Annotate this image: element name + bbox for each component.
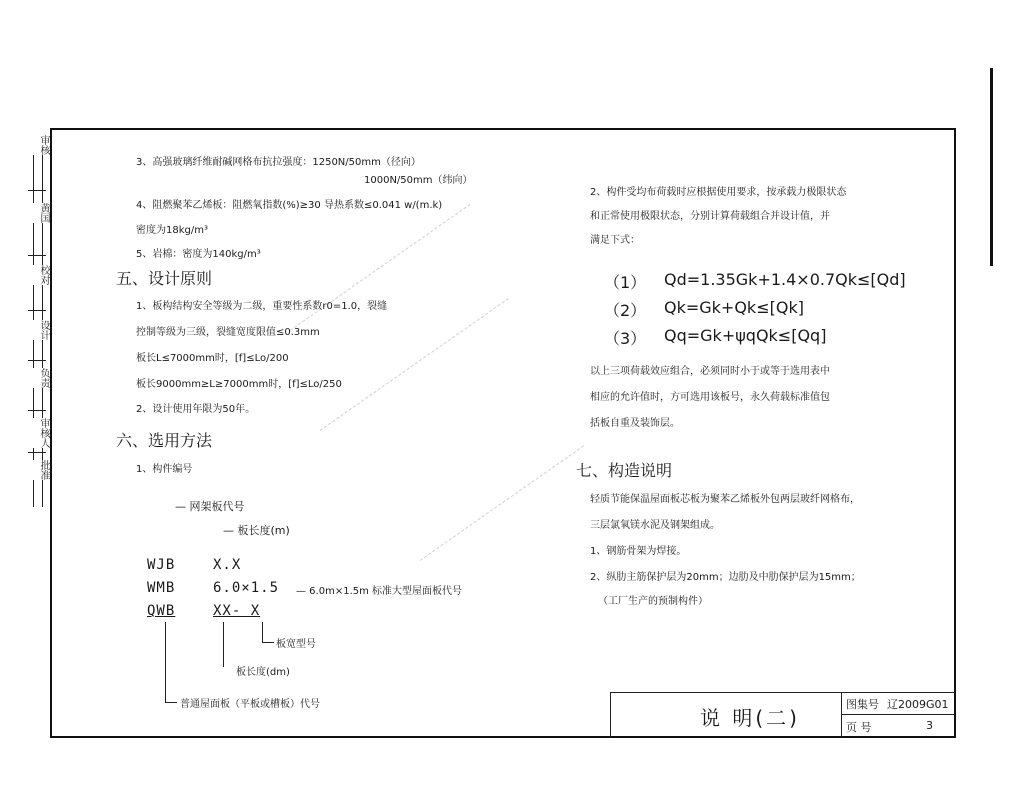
strip-label-check: 校对 — [26, 265, 48, 285]
selection-item-1: 1、构件编号 — [136, 464, 193, 475]
construction-intro-cont: 三层氯氧镁水泥及钢架组成。 — [590, 520, 720, 531]
strip-divider — [28, 255, 46, 256]
code-row3-prefix: QWB — [147, 603, 176, 619]
material-item-3-cont: 1000N/50mm（纬向） — [364, 175, 473, 186]
strip-label-drawer: 黄国 — [26, 203, 48, 223]
strip-label-design: 设计 — [26, 320, 48, 340]
leader-line — [165, 622, 166, 702]
formula-1: Qd=1.35Gk+1.4×0.7Qk≤[Qd] — [664, 270, 906, 289]
section-heading-construction: 七、构造说明 — [576, 461, 673, 480]
strip-label-approve: 批准 — [26, 460, 48, 480]
strip-label-reviewer: 审核人 — [26, 418, 48, 448]
strip-divider — [28, 410, 46, 411]
design-item-1-crack: 控制等级为三级，裂缝宽度限值≤0.3mm — [136, 327, 320, 338]
label-width-type: 板宽型号 — [276, 639, 316, 650]
construction-item-1: 1、钢筋骨架为焊接。 — [590, 546, 687, 557]
code-row1-prefix: WJB — [147, 557, 176, 573]
load-item-2-cont: 和正常使用极限状态，分别计算荷载组合并设计值，并 — [590, 211, 830, 222]
title-block — [610, 692, 954, 737]
strip-divider — [28, 190, 46, 191]
atlas-number: 辽2009G01 — [887, 698, 949, 711]
load-item-2-end: 满足下式： — [590, 235, 640, 246]
title-block-border — [841, 714, 954, 715]
code-row2-note: — 6.0m×1.5m 标准大型屋面板代号 — [296, 586, 463, 597]
formula-3-number: （3） — [604, 329, 647, 348]
code-row3-value: XX- X — [213, 603, 261, 619]
material-item-3: 3、高强玻璃纤维耐碱网格布抗拉强度：1250N/50mm（径向） — [136, 157, 421, 168]
edge-rule — [990, 68, 993, 266]
atlas-label: 图集号 — [846, 698, 879, 711]
page-number: 3 — [926, 719, 933, 732]
strip-divider — [28, 360, 46, 361]
construction-note: （工厂生产的预制构件） — [598, 596, 708, 607]
combination-note: 以上三项荷载效应组合，必须同时小于或等于选用表中 — [590, 366, 830, 377]
code-row1-value: X.X — [213, 557, 242, 573]
formula-2-number: （2） — [604, 301, 647, 320]
formula-2: Qk=Gk+Qk≤[Qk] — [664, 298, 804, 317]
label-common-roof: 普通屋面板（平板或槽板）代号 — [180, 699, 320, 710]
design-item-1: 1、板构结构安全等级为二级，重要性系数r0=1.0，裂缝 — [136, 301, 388, 312]
code-row2-value: 6.0×1.5 — [213, 580, 280, 596]
leader-line — [262, 622, 263, 642]
construction-item-2: 2、纵肋主筋保护层为20mm；边肋及中肋保护层为15mm； — [590, 572, 861, 583]
section-heading-design: 五、设计原则 — [116, 269, 213, 288]
material-item-4: 4、阻燃聚苯乙烯板：阻燃氧指数(%)≥30 导热系数≤0.041 w/(m.k) — [136, 200, 443, 211]
combination-note-cont: 相应的允许值时，方可选用该板号，永久荷载标准值包 — [590, 392, 830, 403]
material-item-5: 5、岩棉：密度为140kg/m³ — [136, 249, 261, 260]
label-panel-length: — 板长度(m) — [223, 524, 290, 537]
load-item-2: 2、构件受均布荷载时应根据使用要求，按承载力极限状态 — [590, 187, 847, 198]
strip-label-charge: 负责 — [26, 368, 48, 388]
material-item-4-cont: 密度为18kg/m³ — [136, 225, 208, 236]
strip-divider — [28, 452, 46, 453]
strip-divider — [28, 310, 46, 311]
leader-line — [262, 642, 274, 643]
title-block-border — [610, 692, 954, 693]
label-panel-code: — 网架板代号 — [175, 500, 245, 513]
label-length-dm: 板长度(dm) — [236, 667, 290, 678]
leader-line — [223, 622, 224, 667]
strip-label-review: 审核 — [26, 135, 48, 155]
leader-line — [165, 702, 177, 703]
combination-note-end: 括板自重及装饰层。 — [590, 418, 680, 429]
design-item-2: 2、设计使用年限为50年。 — [136, 404, 256, 415]
title-block-border — [610, 692, 611, 737]
sheet-title: 说 明(二) — [700, 706, 800, 730]
section-heading-selection: 六、选用方法 — [116, 431, 213, 450]
construction-intro: 轻质节能保温屋面板芯板为聚苯乙烯板外包两层玻纤网格布， — [590, 494, 860, 505]
design-item-1-deflection-b: 板长9000mm≥L≥7000mm时，[f]≤Lo/250 — [136, 379, 342, 390]
page-label: 页 号 — [846, 721, 872, 734]
formula-3: Qq=Gk+ψqQk≤[Qq] — [664, 326, 827, 345]
formula-1-number: （1） — [604, 273, 647, 292]
code-row2-prefix: WMB — [147, 580, 176, 596]
design-item-1-deflection-a: 板长L≤7000mm时，[f]≤Lo/200 — [136, 353, 289, 364]
